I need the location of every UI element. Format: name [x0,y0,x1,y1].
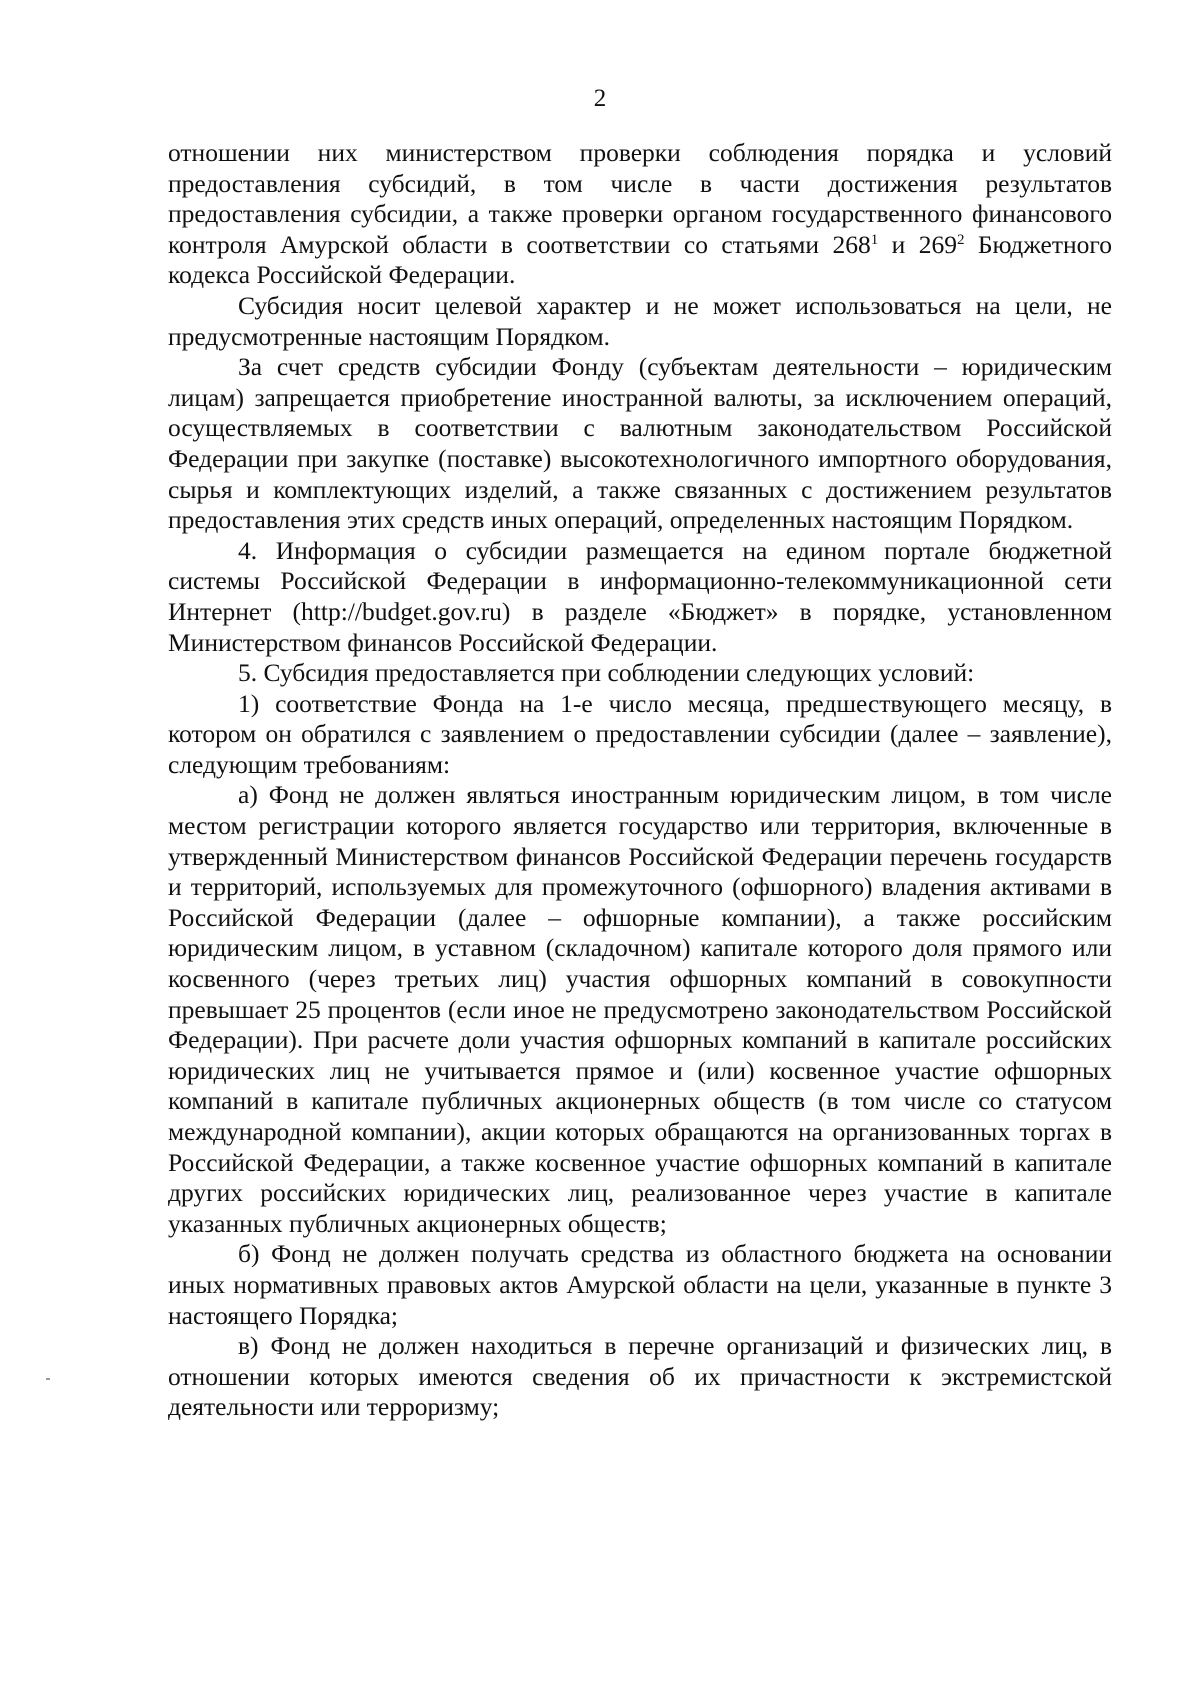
paragraph-text: и 269 [878,229,957,259]
page-number: 2 [593,85,607,112]
superscript: 1 [870,231,879,248]
document-body [168,138,1112,1423]
superscript: 2 [956,231,965,248]
paragraph-item-5: 5. Субсидия предоставляется при соблюдении следующих условий: [238,658,975,688]
paragraph-subitem-b: б) Фонд не должен получать средства из областного бюджета на основании иных нормативных правовых актов Амурской области на цели, указанные в пункте 3 настоящего Порядка; [168,1239,1112,1330]
paragraph-target-purpose: Субсидия носит целевой характер и не может использоваться на цели, не предусмотренные настоящим Порядком. [168,290,1112,351]
paragraph-text: Бюджетного кодекса Российской Федерации. [168,229,1112,290]
paragraph-item-4: 4. Информация о субсидии размещается на едином портале бюджетной системы Российской Федерации в информационно-телекоммуникационной сети Интернет (http://budget.gov.ru) в разделе «Бюджет» в порядке, установленном Министерством финансов Российской Федерации. [168,535,1112,657]
scan-margin-mark [46,1378,50,1380]
paragraph-subitem-a: а) Фонд не должен являться иностранным юридическим лицом, в том числе местом регистрации которого является государство или территория, включенные в утвержденный Министерством финансов Российской Федерации перечень государств и территорий, используемых для промежуточного (офшорного) владения активами в Российской Федерации (далее – офшорные компании), а также российским юридическим лицом, в уставном (складочном) капитале которого доля прямого или косвенного (через третьих лиц) участия офшорных компаний в совокупности превышает 25 процентов (если иное не предусмотрено законодательством Российской Федерации). При расчете доли участия офшорных компаний в капитале российских юридических лиц не учитывается прямое и (или) косвенное участие офшорных компаний в капитале публичных акционерных обществ (в том числе со статусом международной компании), акции которых обращаются на организованных торгах в Российской Федерации, а также косвенное участие офшорных компаний в капитале других российских юридических лиц, реализованное через участие в капитале указанных публичных акционерных обществ; [168,780,1112,1238]
paragraph-audit-continuation [168,138,1112,291]
paragraph-subitem-1: 1) соответствие Фонда на 1-е число месяца, предшествующего месяцу, в котором он обратился с заявлением о предоставлении субсидии (далее – заявление), следующим требованиям: [168,688,1112,779]
paragraph-text: отношении них министерством проверки соблюдения порядка и условий предоставления субсидий, в том числе в части достижения результатов предоставления субсидии, а также проверки органом государственного финансового контроля Амурской области в соответствии со статьями 268 [168,138,1112,259]
paragraph-subitem-v: в) Фонд не должен находиться в перечне организаций и физических лиц, в отношении которых имеются сведения об их причастности к экстремистской деятельности или терроризму; [168,1331,1112,1422]
paragraph-currency-ban: За счет средств субсидии Фонду (субъектам деятельности – юридическим лицам) запрещается приобретение иностранной валюты, за исключением операций, осуществляемых в соответствии с валютным законодательством Российской Федерации при закупке (поставке) высокотехнологичного импортного оборудования, сырья и комплектующих изделий, а также связанных с достижением результатов предоставления этих средств иных операций, определенных настоящим Порядком. [168,352,1112,535]
